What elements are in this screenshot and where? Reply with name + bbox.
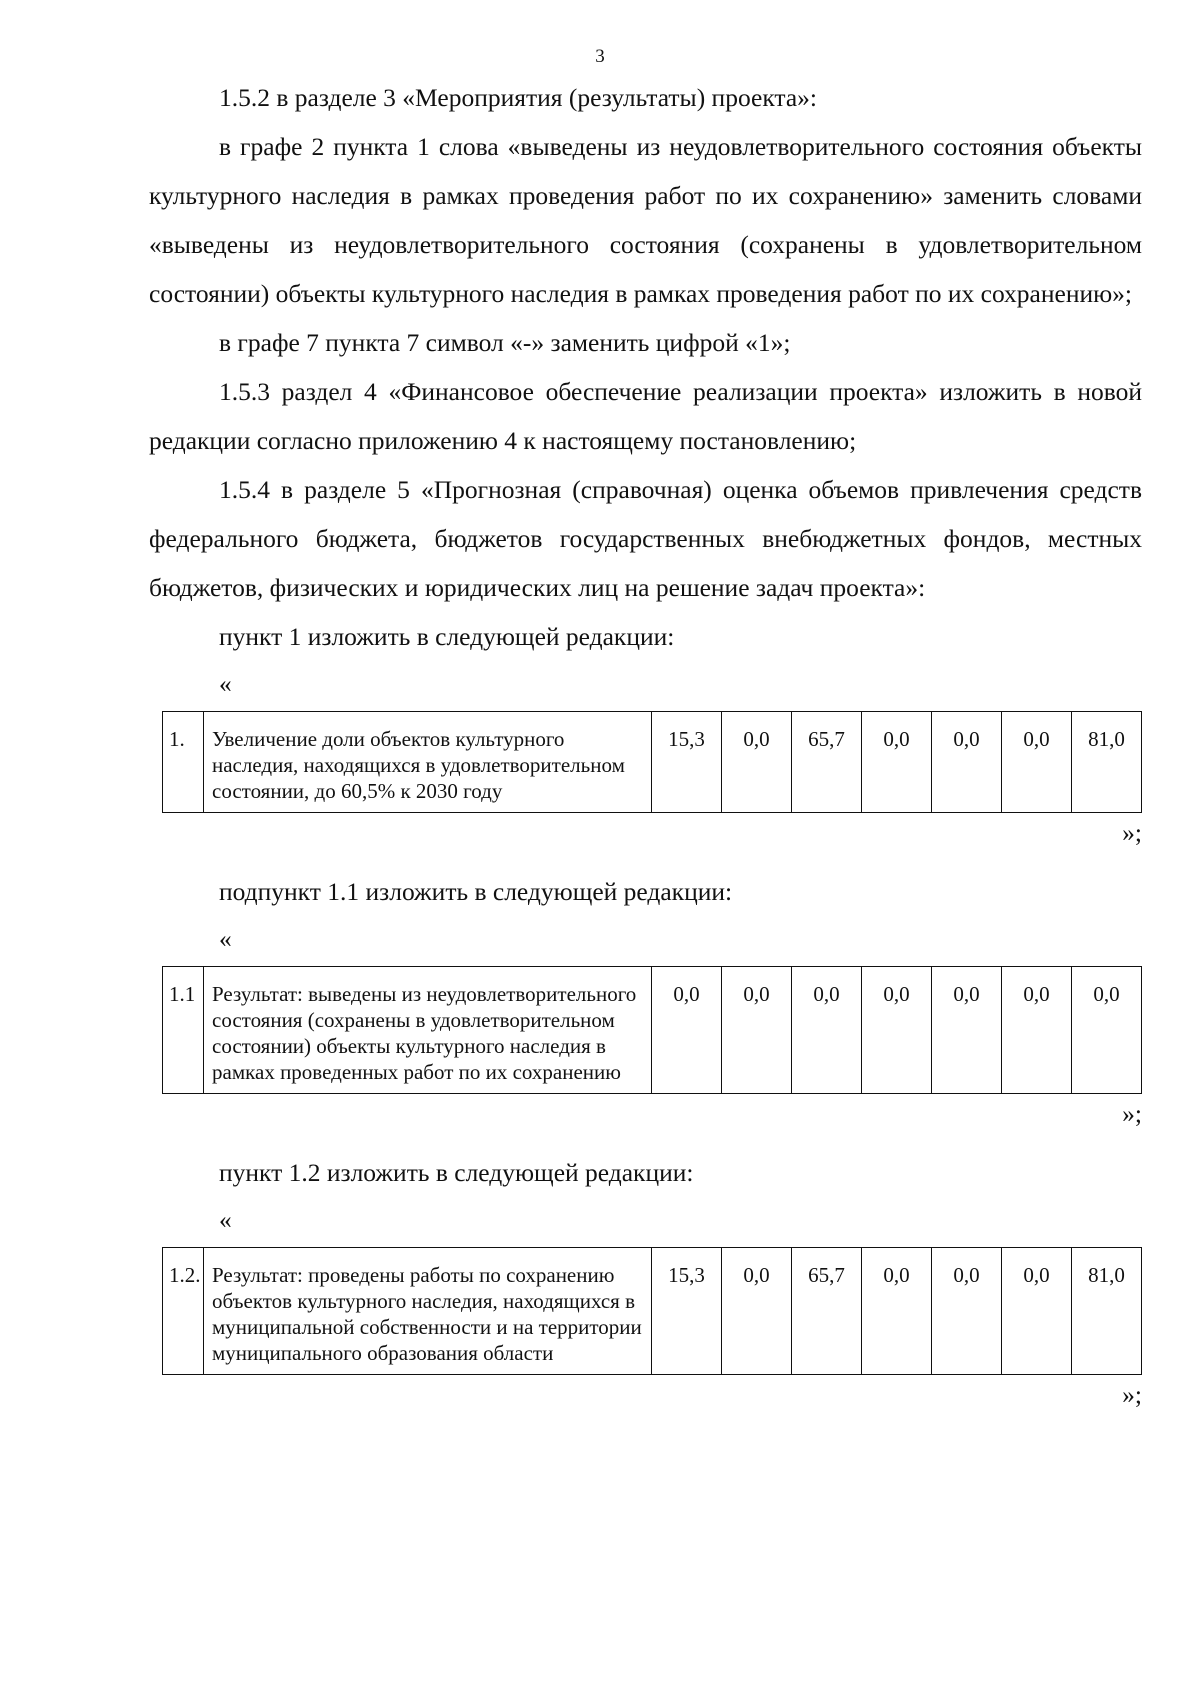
row-value: 0,0 <box>862 967 932 1094</box>
row-number: 1.1 <box>163 967 204 1094</box>
row-value: 0,0 <box>1002 967 1072 1094</box>
row-value: 15,3 <box>652 712 722 813</box>
row-number: 1.2. <box>163 1248 204 1375</box>
row-value: 15,3 <box>652 1248 722 1375</box>
closing-quote: »; <box>1122 818 1142 847</box>
amendment-intro: пункт 1 изложить в следующей редакции: <box>219 622 675 651</box>
row-value: 0,0 <box>792 967 862 1094</box>
row-description: Результат: проведены работы по сохранению объектов культурного наследия, находящихся в муниципальной собственности и на территории муниципального образования области <box>204 1248 652 1375</box>
paragraph-1-5-4: 1.5.4 в разделе 5 «Прогнозная (справочная) оценка объемов привлечения средств федерального бюджета, бюджетов государственных внебюджетных фондов, местных бюджетов, физических и юридических лиц на решение задач проекта»: <box>149 475 1142 602</box>
row-value: 0,0 <box>1072 967 1142 1094</box>
row-value: 0,0 <box>1002 1248 1072 1375</box>
row-value: 0,0 <box>722 967 792 1094</box>
table-row <box>163 712 1142 813</box>
paragraph-1-5-2: 1.5.2 в разделе 3 «Мероприятия (результаты) проекта»: <box>219 83 817 112</box>
amendment-table <box>162 711 1142 813</box>
row-description: Результат: выведены из неудовлетворительного состояния (сохранены в удовлетворительном состоянии) объекты культурного наследия в рамках проведенных работ по их сохранению <box>204 967 652 1094</box>
closing-quote: »; <box>1122 1099 1142 1128</box>
opening-quote: « <box>219 669 232 698</box>
paragraph-column-2-amendment: в графе 2 пункта 1 слова «выведены из неудовлетворительного состояния объекты культурного наследия в рамках проведения работ по их сохранению» заменить словами «выведены из неудовлетворительного состояния (сохранены в удовлетворительном состоянии) объекты культурного наследия в рамках проведения работ по их сохранению»; <box>149 132 1142 308</box>
table-row <box>163 1248 1142 1375</box>
row-value: 0,0 <box>722 712 792 813</box>
row-value: 0,0 <box>932 967 1002 1094</box>
paragraph-column-7-amendment: в графе 7 пункта 7 символ «-» заменить цифрой «1»; <box>219 328 791 357</box>
closing-quote: »; <box>1122 1380 1142 1409</box>
amendment-intro: пункт 1.2 изложить в следующей редакции: <box>219 1158 694 1187</box>
row-value: 0,0 <box>652 967 722 1094</box>
row-description: Увеличение доли объектов культурного наследия, находящихся в удовлетворительном состоянии, до 60,5% к 2030 году <box>204 712 652 813</box>
document-body <box>149 73 1142 1415</box>
row-value: 0,0 <box>862 712 932 813</box>
opening-quote: « <box>219 1205 232 1234</box>
row-value: 81,0 <box>1072 712 1142 813</box>
amendment-intro: подпункт 1.1 изложить в следующей редакции: <box>219 877 733 906</box>
row-number: 1. <box>163 712 204 813</box>
row-value: 0,0 <box>722 1248 792 1375</box>
row-value: 0,0 <box>932 712 1002 813</box>
amendment-table <box>162 1247 1142 1375</box>
paragraph-1-5-3: 1.5.3 раздел 4 «Финансовое обеспечение реализации проекта» изложить в новой редакции согласно приложению 4 к настоящему постановлению; <box>149 377 1142 455</box>
opening-quote: « <box>219 924 232 953</box>
row-value: 0,0 <box>932 1248 1002 1375</box>
row-value: 0,0 <box>1002 712 1072 813</box>
row-value: 0,0 <box>862 1248 932 1375</box>
table-row <box>163 967 1142 1094</box>
row-value: 65,7 <box>792 712 862 813</box>
row-value: 81,0 <box>1072 1248 1142 1375</box>
page-number: 3 <box>595 46 605 67</box>
amendment-table <box>162 966 1142 1094</box>
row-value: 65,7 <box>792 1248 862 1375</box>
